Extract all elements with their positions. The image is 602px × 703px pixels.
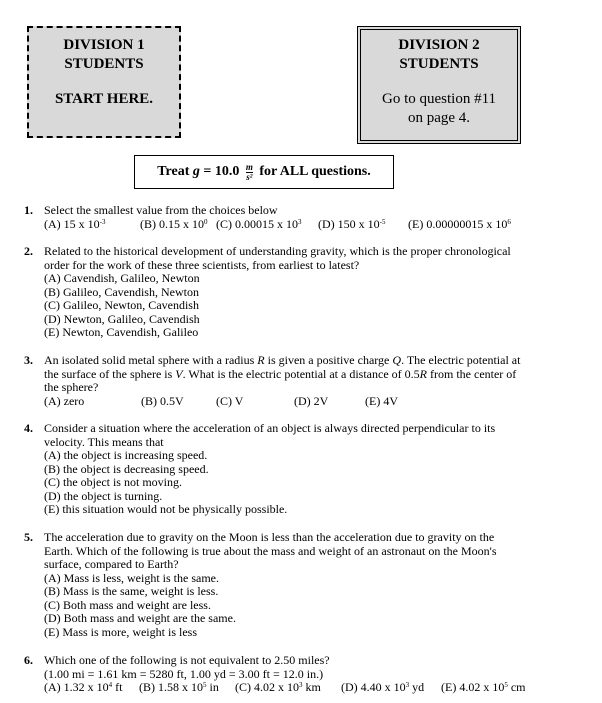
option-d[interactable]: (D) the object is turning. bbox=[44, 488, 163, 503]
division-2-instruction: Go to question #11 bbox=[381, 91, 497, 107]
question-number: 2. bbox=[24, 244, 33, 258]
question-number: 4. bbox=[24, 421, 33, 435]
division-2-students: STUDENTS bbox=[399, 56, 479, 72]
option-e[interactable]: (E) 4V bbox=[365, 393, 398, 408]
question-5 bbox=[24, 531, 584, 639]
option-c[interactable]: (C) the object is not moving. bbox=[44, 475, 182, 489]
option-b[interactable]: (B) 0.5V bbox=[141, 393, 184, 408]
question-stem-line1: Related to the historical development of understanding gravity, which is the proper chronological bbox=[44, 244, 511, 258]
option-e[interactable]: (E) Newton, Cavendish, Galileo bbox=[44, 325, 199, 339]
option-b[interactable]: (B) Mass is the same, weight is less. bbox=[44, 584, 219, 598]
option-d[interactable]: (D) Newton, Galileo, Cavendish bbox=[44, 311, 200, 326]
gravity-note bbox=[134, 155, 394, 189]
question-stem-line2: Earth. Which of the following is true about the mass and weight of an astronaut on the Moon's bbox=[44, 543, 497, 558]
gravity-value: = 10.0 bbox=[199, 164, 243, 179]
question-stem-line2: velocity. This means that bbox=[44, 434, 164, 449]
question-1 bbox=[24, 204, 584, 231]
question-stem: Select the smallest value from the choices below bbox=[44, 203, 278, 217]
question-stem-line2: the surface of the sphere is V. What is the electric potential at a distance of 0.5R from the center of bbox=[44, 366, 517, 381]
question-3 bbox=[24, 354, 584, 408]
unit-denominator: s² bbox=[246, 171, 253, 182]
option-d[interactable]: (D) 4.40 x $10^3$ yd bbox=[341, 680, 425, 694]
option-d[interactable]: (D) 2V bbox=[294, 393, 329, 408]
question-stem-line1: The acceleration due to gravity on the Moon is less than the acceleration due to gravity on the bbox=[44, 530, 495, 544]
question-6 bbox=[24, 654, 584, 695]
option-e[interactable]: (E) 0.00000015 x $10^6$ bbox=[408, 216, 511, 231]
option-b[interactable]: (B) Galileo, Cavendish, Newton bbox=[44, 284, 199, 299]
option-a[interactable]: (A) Mass is less, weight is the same. bbox=[44, 570, 219, 585]
question-number: 1. bbox=[24, 203, 33, 217]
option-c[interactable]: (C) 0.00015 x $10^3$ bbox=[216, 216, 302, 231]
gravity-symbol: g bbox=[192, 164, 200, 179]
unit-numerator: m bbox=[245, 161, 253, 172]
option-a[interactable]: (A) Cavendish, Galileo, Newton bbox=[44, 271, 200, 285]
option-a[interactable]: (A) 1.32 x $10^4$ ft bbox=[44, 680, 123, 694]
option-c[interactable]: (C) V bbox=[216, 393, 244, 408]
option-d[interactable]: (D) Both mass and weight are the same. bbox=[44, 611, 236, 625]
question-4 bbox=[24, 422, 584, 517]
option-b[interactable]: (B) the object is decreasing speed. bbox=[44, 461, 209, 476]
gravity-unit bbox=[246, 163, 253, 182]
question-stem-line3: the sphere? bbox=[44, 380, 99, 394]
option-a[interactable]: (A) zero bbox=[44, 393, 85, 408]
option-c[interactable]: (C) Galileo, Newton, Cavendish bbox=[44, 298, 199, 312]
question-number: 3. bbox=[24, 353, 33, 367]
division-1-box bbox=[27, 26, 181, 138]
question-number: 5. bbox=[24, 530, 33, 544]
option-a[interactable]: (A) the object is increasing speed. bbox=[44, 448, 208, 462]
division-2-page-ref: on page 4. bbox=[407, 110, 471, 126]
division-2-box bbox=[357, 26, 521, 144]
option-a[interactable]: (A) 15 x $10^{-3}$ bbox=[44, 216, 106, 231]
question-stem-line1: An isolated solid metal sphere with a radius R is given a positive charge Q. The electric potential at bbox=[44, 353, 521, 367]
option-b[interactable]: (B) 0.15 x $10^0$ bbox=[140, 216, 208, 231]
option-e[interactable]: (E) 4.02 x $10^5$ cm bbox=[441, 680, 526, 694]
option-b[interactable]: (B) 1.58 x $10^5$ in bbox=[139, 680, 219, 694]
question-stem-line1: Consider a situation where the acceleration of an object is always directed perpendicular to its bbox=[44, 421, 496, 435]
division-1-students: STUDENTS bbox=[64, 56, 144, 72]
option-d[interactable]: (D) 150 x $10^{-5}$ bbox=[318, 216, 386, 231]
question-number: 6. bbox=[24, 653, 33, 667]
option-e[interactable]: (E) this situation would not be physically possible. bbox=[44, 502, 288, 516]
gravity-note-suffix: for ALL questions. bbox=[255, 164, 371, 179]
question-stem-line2: order for the work of these three scientists, from earliest to latest? bbox=[44, 257, 360, 272]
division-1-instruction: START HERE. bbox=[54, 91, 154, 107]
question-2 bbox=[24, 245, 584, 340]
gravity-note-prefix: Treat bbox=[157, 164, 193, 179]
option-e[interactable]: (E) Mass is more, weight is less bbox=[44, 624, 197, 639]
question-stem-line1: Which one of the following is not equivalent to 2.50 miles? bbox=[44, 653, 330, 667]
option-c[interactable]: (C) 4.02 x $10^3$ km bbox=[235, 680, 321, 694]
question-stem-line2: (1.00 mi = 1.61 km = 5280 ft, 1.00 yd = 3.00 ft = 12.0 in.) bbox=[44, 666, 324, 681]
question-stem-line3: surface, compared to Earth? bbox=[44, 557, 179, 571]
division-2-title: DIVISION 2 bbox=[398, 37, 480, 53]
division-1-title: DIVISION 1 bbox=[63, 37, 145, 53]
option-c[interactable]: (C) Both mass and weight are less. bbox=[44, 597, 211, 612]
